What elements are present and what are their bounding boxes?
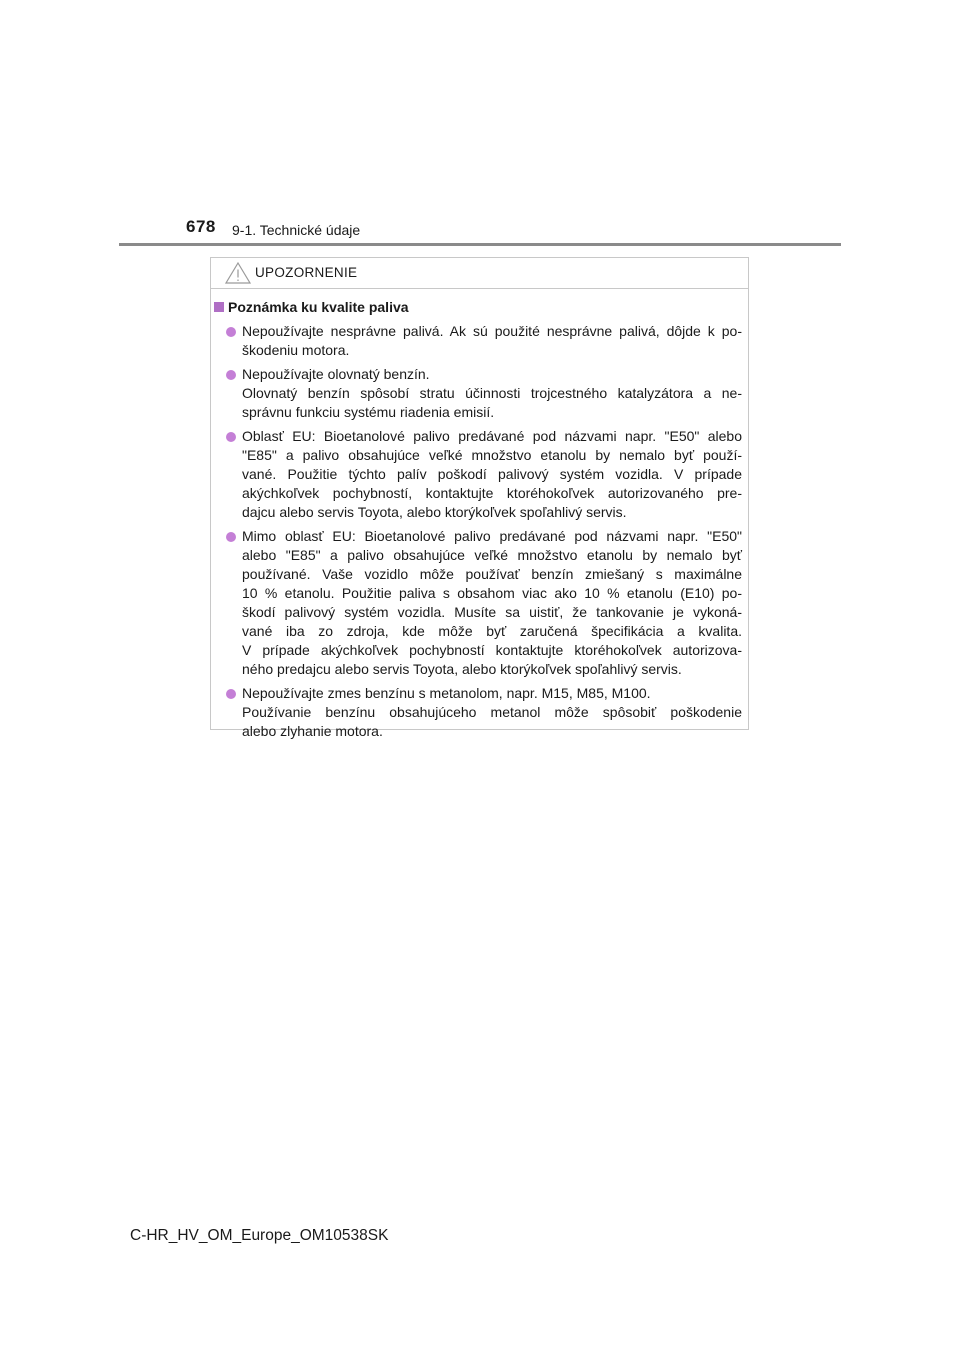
- warning-triangle-icon: [224, 261, 252, 285]
- text-line: používané. Vaše vozidlo môže používať benzín zmiešaný s maximálne: [242, 566, 742, 582]
- page-number: 678: [186, 217, 216, 236]
- header-rule: [119, 243, 841, 246]
- list-item: [211, 365, 750, 422]
- text-line: správnu funkciu systému riadenia emisií.: [242, 404, 495, 420]
- subheading: [211, 297, 750, 317]
- text-line: Nepoužívajte zmes benzínu s metanolom, napr. M15, M85, M100.: [242, 685, 651, 701]
- square-bullet-icon: [214, 302, 224, 312]
- text-line: 10 % etanolu. Použitie paliva s obsahom viac ako 10 % etanolu (E10) po-: [242, 585, 742, 601]
- list-item: [211, 427, 750, 522]
- circle-bullet-icon: [226, 532, 236, 542]
- text-line: "E85" a palivo obsahujúce veľké množstvo etanolu by nemalo byť použí-: [242, 447, 742, 463]
- text-line: akýchkoľvek pochybností, kontaktujte ktoréhokoľvek autorizovaného pre-: [242, 485, 742, 501]
- text-line: vané. Použitie týchto palív poškodí palivový systém vozidla. V prípade: [242, 466, 742, 482]
- text-line: vané iba zo zdroja, kde môže byť zaručená špecifikácia a kvalita.: [242, 623, 742, 639]
- warning-body: [211, 297, 750, 741]
- circle-bullet-icon: [226, 327, 236, 337]
- text-line: Nepoužívajte nesprávne palivá. Ak sú použité nesprávne palivá, dôjde k po-: [242, 323, 742, 339]
- text-line: alebo "E85" a palivo obsahujúce veľké množstvo etanolu by nemalo byť: [242, 547, 742, 563]
- text-line: škodí palivový systém vozidla. Musíte sa uistiť, že tankovanie je vykoná-: [242, 604, 742, 620]
- subheading-text: Poznámka ku kvalite paliva: [228, 299, 409, 315]
- text-line: škodeniu motora.: [242, 342, 350, 358]
- text-line: Oblasť EU: Bioetanolové palivo predávané pod názvami napr. "E50" alebo: [242, 428, 742, 444]
- text-line: ného predajcu alebo servis Toyota, alebo ktorýkoľvek spoľahlivý servis.: [242, 661, 682, 677]
- warning-title: UPOZORNENIE: [255, 265, 358, 280]
- text-line: alebo zlyhanie motora.: [242, 723, 383, 739]
- circle-bullet-icon: [226, 432, 236, 442]
- text-line: Používanie benzínu obsahujúceho metanol môže spôsobiť poškodenie: [242, 704, 742, 720]
- circle-bullet-icon: [226, 689, 236, 699]
- section-title: 9-1. Technické údaje: [232, 222, 361, 238]
- list-item: [211, 322, 750, 360]
- text-line: dajcu alebo servis Toyota, alebo ktorýkoľvek spoľahlivý servis.: [242, 504, 627, 520]
- list-item: [211, 684, 750, 741]
- warning-header: [211, 258, 748, 289]
- text-line: V prípade akýchkoľvek pochybností kontaktujte ktoréhokoľvek autorizova-: [242, 642, 742, 658]
- text-line: Mimo oblasť EU: Bioetanolové palivo predávané pod názvami napr. "E50": [242, 528, 742, 544]
- text-line: Nepoužívajte olovnatý benzín.: [242, 366, 430, 382]
- document-id: C-HR_HV_OM_Europe_OM10538SK: [130, 1227, 389, 1244]
- text-line: Olovnatý benzín spôsobí stratu účinnosti trojcestného katalyzátora a ne-: [242, 385, 742, 401]
- circle-bullet-icon: [226, 370, 236, 380]
- list-item: [211, 527, 750, 679]
- warning-box: [210, 257, 749, 739]
